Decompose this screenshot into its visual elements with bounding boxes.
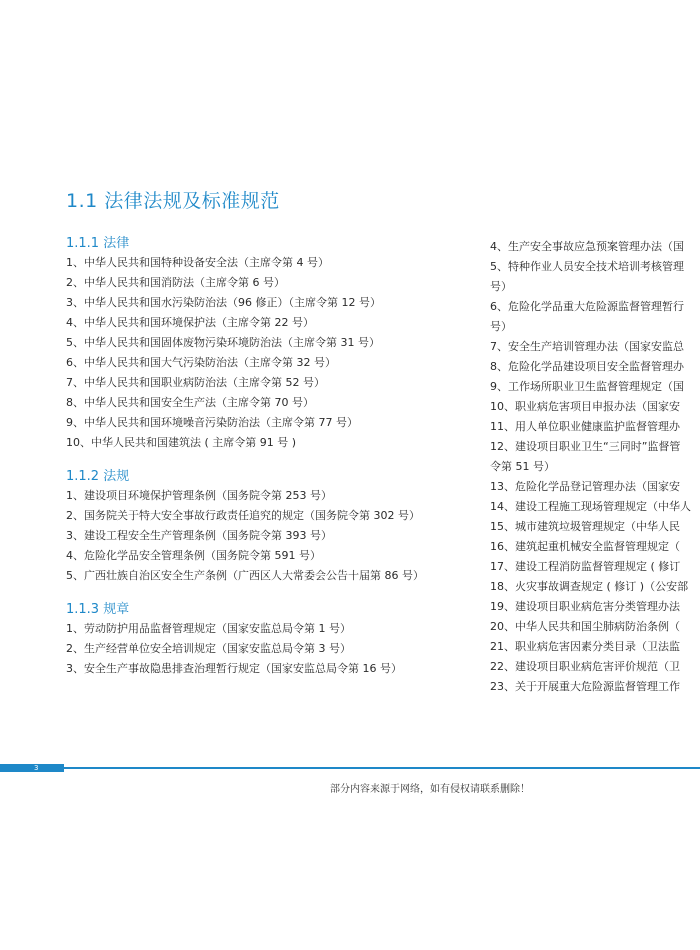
list-item: 5、中华人民共和国固体废物污染环境防治法（主席令第 31 号） <box>66 336 380 349</box>
list-item: 1、中华人民共和国特种设备安全法（主席令第 4 号） <box>66 256 329 269</box>
list-item: 7、中华人民共和国职业病防治法（主席令第 52 号） <box>66 376 325 389</box>
list-item: 13、危险化学品登记管理办法（国家安 <box>490 480 680 493</box>
list-item: 20、中华人民共和国尘肺病防治条例（ <box>490 620 680 633</box>
list-item: 19、建设项目职业病危害分类管理办法 <box>490 600 680 613</box>
list-item: 23、关于开展重大危险源监督管理工作 <box>490 680 680 693</box>
list-item: 3、建设工程安全生产管理条例（国务院令第 393 号） <box>66 529 332 542</box>
left-column <box>66 235 476 694</box>
list-item: 2、生产经营单位安全培训规定（国家安监总局令第 3 号） <box>66 642 351 655</box>
list-item: 15、城市建筑垃圾管理规定（中华人民 <box>490 520 680 533</box>
list-item: 7、安全生产培训管理办法（国家安监总 <box>490 340 684 353</box>
list-item: 1、劳动防护用品监督管理规定（国家安监总局令第 1 号） <box>66 622 351 635</box>
list-item: 2、国务院关于特大安全事故行政责任追究的规定（国务院令第 302 号） <box>66 509 420 522</box>
section-heading: 1.1.1 法律 <box>66 236 130 251</box>
list-item: 号） <box>490 320 512 333</box>
list-item: 9、中华人民共和国环境噪音污染防治法（主席令第 77 号） <box>66 416 358 429</box>
list-item: 10、中华人民共和国建筑法 ( 主席令第 91 号 ) <box>66 436 297 449</box>
footer-tab <box>0 764 64 772</box>
list-item: 11、用人单位职业健康监护监督管理办 <box>490 420 680 433</box>
footer-note: 部分内容来源于网络，如有侵权请联系删除！ <box>330 784 530 795</box>
page-title: 1.1 法律法规及标准规范 <box>66 190 280 212</box>
list-item: 3、中华人民共和国水污染防治法（96 修正）（主席令第 12 号） <box>66 296 381 309</box>
list-item: 2、中华人民共和国消防法（主席令第 6 号） <box>66 276 285 289</box>
list-item: 14、建设工程施工现场管理规定（中华人 <box>490 500 691 513</box>
section-laws <box>66 235 476 453</box>
list-item: 1、建设项目环境保护管理条例（国务院令第 253 号） <box>66 489 332 502</box>
section-heading: 1.1.3 规章 <box>66 602 130 617</box>
list-item: 8、中华人民共和国安全生产法（主席令第 70 号） <box>66 396 314 409</box>
list-item: 18、火灾事故调查规定 ( 修订 )（公安部 <box>490 580 689 593</box>
list-item: 6、危险化学品重大危险源监督管理暂行 <box>490 300 684 313</box>
section-rules <box>66 601 476 679</box>
footer-divider <box>64 767 700 769</box>
list-item: 17、建设工程消防监督管理规定 ( 修订 <box>490 560 681 573</box>
page-number: 3 <box>34 764 39 772</box>
list-item: 12、建设项目职业卫生“三同时”监督管 <box>490 440 681 453</box>
list-item: 4、中华人民共和国环境保护法（主席令第 22 号） <box>66 316 314 329</box>
list-item: 5、特种作业人员安全技术培训考核管理 <box>490 260 684 273</box>
list-item: 21、职业病危害因素分类目录（卫法监 <box>490 640 680 653</box>
list-item: 3、安全生产事故隐患排查治理暂行规定（国家安监总局令第 16 号） <box>66 662 402 675</box>
section-heading: 1.1.2 法规 <box>66 469 130 484</box>
list-item: 4、生产安全事故应急预案管理办法（国 <box>490 240 684 253</box>
list-item: 6、中华人民共和国大气污染防治法（主席令第 32 号） <box>66 356 336 369</box>
list-item: 9、工作场所职业卫生监督管理规定（国 <box>490 380 684 393</box>
list-item: 5、广西壮族自治区安全生产条例（广西区人大常委会公告十届第 86 号） <box>66 569 424 582</box>
list-item: 号） <box>490 280 512 293</box>
list-item: 22、建设项目职业病危害评价规范（卫 <box>490 660 680 673</box>
list-item: 8、危险化学品建设项目安全监督管理办 <box>490 360 684 373</box>
right-column <box>490 237 700 697</box>
section-regulations <box>66 468 476 586</box>
list-item: 令第 51 号） <box>490 460 555 473</box>
list-item: 10、职业病危害项目申报办法（国家安 <box>490 400 680 413</box>
list-item: 4、危险化学品安全管理条例（国务院令第 591 号） <box>66 549 321 562</box>
list-item: 16、建筑起重机械安全监督管理规定（ <box>490 540 680 553</box>
